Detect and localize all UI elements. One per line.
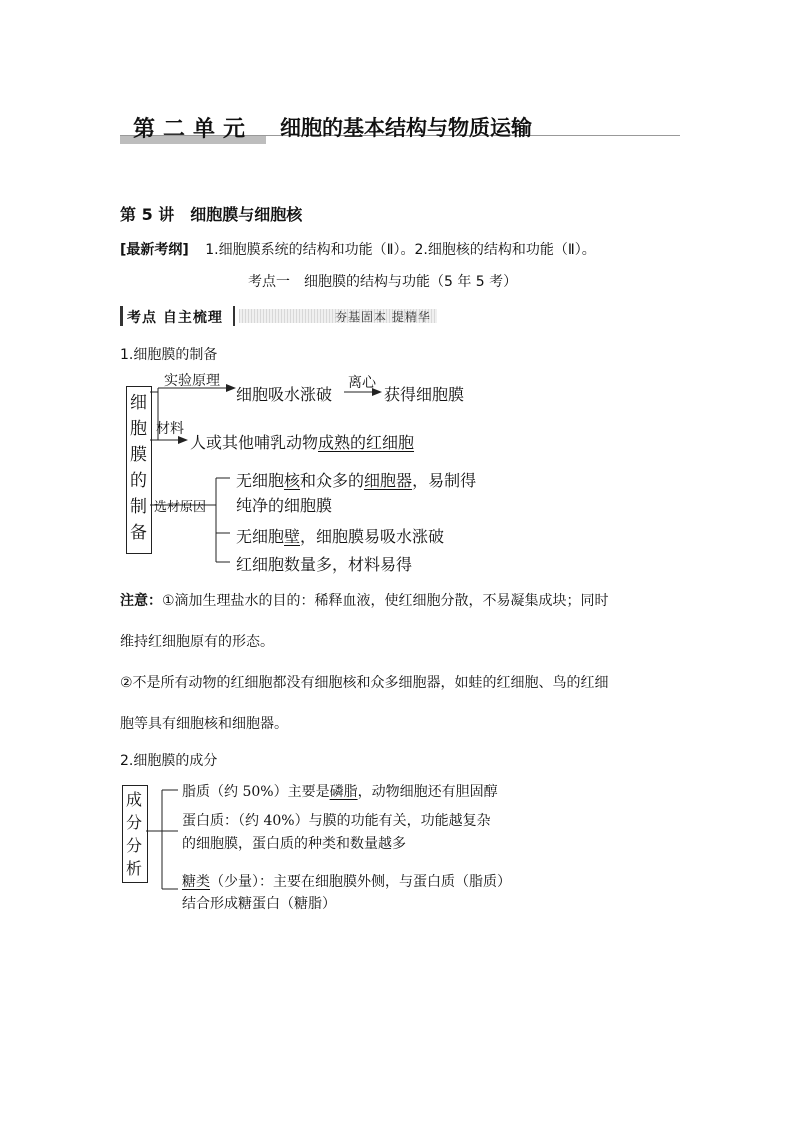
sugar-b: （少量）：主要在细胞膜外侧，与蛋白质（脂质） bbox=[210, 874, 511, 890]
section-tag-slogan: 夯基固本 提精华 bbox=[335, 310, 431, 324]
protein-line2: 的细胞膜，蛋白质的种类和数量越多 bbox=[182, 836, 406, 852]
reason3: 红细胞数量多，材料易得 bbox=[236, 555, 413, 574]
protein-line1: 蛋白质：（约 40%）与膜的功能有关，功能越复杂 bbox=[182, 813, 491, 829]
lipid-line bbox=[182, 781, 498, 801]
kaodian-title: 考点一 细胞膜的结构与功能（5 年 5 考） bbox=[248, 274, 518, 290]
principle-step1: 细胞吸水涨破 bbox=[236, 385, 333, 404]
note1-line2: 维持红细胞原有的形态。 bbox=[120, 634, 274, 650]
comp-box-char: 分 bbox=[126, 836, 143, 855]
lecture-title: 第 5 讲 细胞膜与细胞核 bbox=[120, 205, 303, 224]
centrifuge-label: 离心 bbox=[348, 375, 376, 391]
reason1-line2: 纯净的细胞膜 bbox=[236, 496, 333, 515]
unit-title: 细胞的基本结构与物质运输 bbox=[280, 116, 532, 140]
syllabus-text: 1.细胞膜系统的结构和功能（Ⅱ）。2.细胞核的结构和功能（Ⅱ）。 bbox=[205, 242, 596, 258]
reason1-c: 和众多的 bbox=[300, 471, 365, 490]
material-text-b: 成熟的红细胞 bbox=[318, 433, 415, 452]
comp-heading: 2.细胞膜的成分 bbox=[120, 753, 218, 769]
reason2-c: ，细胞膜易吸水涨破 bbox=[300, 527, 445, 546]
reason1-e: ，易制得 bbox=[412, 471, 477, 490]
reason1-d: 细胞器 bbox=[364, 471, 413, 490]
syllabus-tag: [最新考纲] bbox=[120, 242, 189, 258]
prep-box-char: 膜 bbox=[130, 445, 147, 465]
sugar-line1 bbox=[182, 871, 511, 891]
prep-box-char: 的 bbox=[130, 471, 147, 491]
reason2-b: 壁 bbox=[284, 527, 301, 546]
principle-label: 实验原理 bbox=[164, 373, 220, 389]
note1-text: ①滴加生理盐水的目的：稀释血液，使红细胞分散，不易凝集成块；同时 bbox=[162, 593, 609, 609]
reason1-b: 核 bbox=[284, 471, 301, 490]
lipid-c: ，动物细胞还有胆固醇 bbox=[357, 784, 498, 800]
lipid-b: 磷脂 bbox=[329, 784, 358, 800]
prep-box-char: 备 bbox=[130, 523, 147, 543]
material-label: 材料 bbox=[156, 421, 184, 437]
comp-box-char: 分 bbox=[126, 813, 143, 832]
lipid-a: 脂质（约 50%）主要是 bbox=[182, 784, 330, 800]
prep-heading: 1.细胞膜的制备 bbox=[120, 347, 218, 363]
material-text-a: 人或其他哺乳动物 bbox=[190, 433, 319, 452]
prep-box-char: 制 bbox=[130, 497, 147, 517]
principle-step2: 获得细胞膜 bbox=[384, 385, 465, 404]
comp-box-char: 成 bbox=[126, 790, 143, 809]
reason2-a: 无细胞 bbox=[236, 527, 285, 546]
prep-box-char: 细 bbox=[130, 393, 147, 413]
section-tag-label: 考点 自主梳理 bbox=[127, 310, 223, 326]
prep-box-char: 胞 bbox=[130, 419, 147, 439]
sugar-a: 糖类 bbox=[182, 874, 210, 890]
note2-line1: ②不是所有动物的红细胞都没有细胞核和众多细胞器，如蛙的红细胞、鸟的红细 bbox=[120, 675, 609, 691]
comp-box-char: 析 bbox=[126, 859, 143, 878]
sugar-line2: 结合形成糖蛋白（糖脂） bbox=[182, 896, 336, 912]
reason1-a: 无细胞 bbox=[236, 471, 285, 490]
reason-label: 选材原因 bbox=[154, 500, 207, 515]
note1-tag: 注意： bbox=[120, 593, 162, 609]
unit-label: 第二单元 bbox=[133, 117, 254, 142]
note2-line2: 胞等具有细胞核和细胞器。 bbox=[120, 716, 288, 732]
